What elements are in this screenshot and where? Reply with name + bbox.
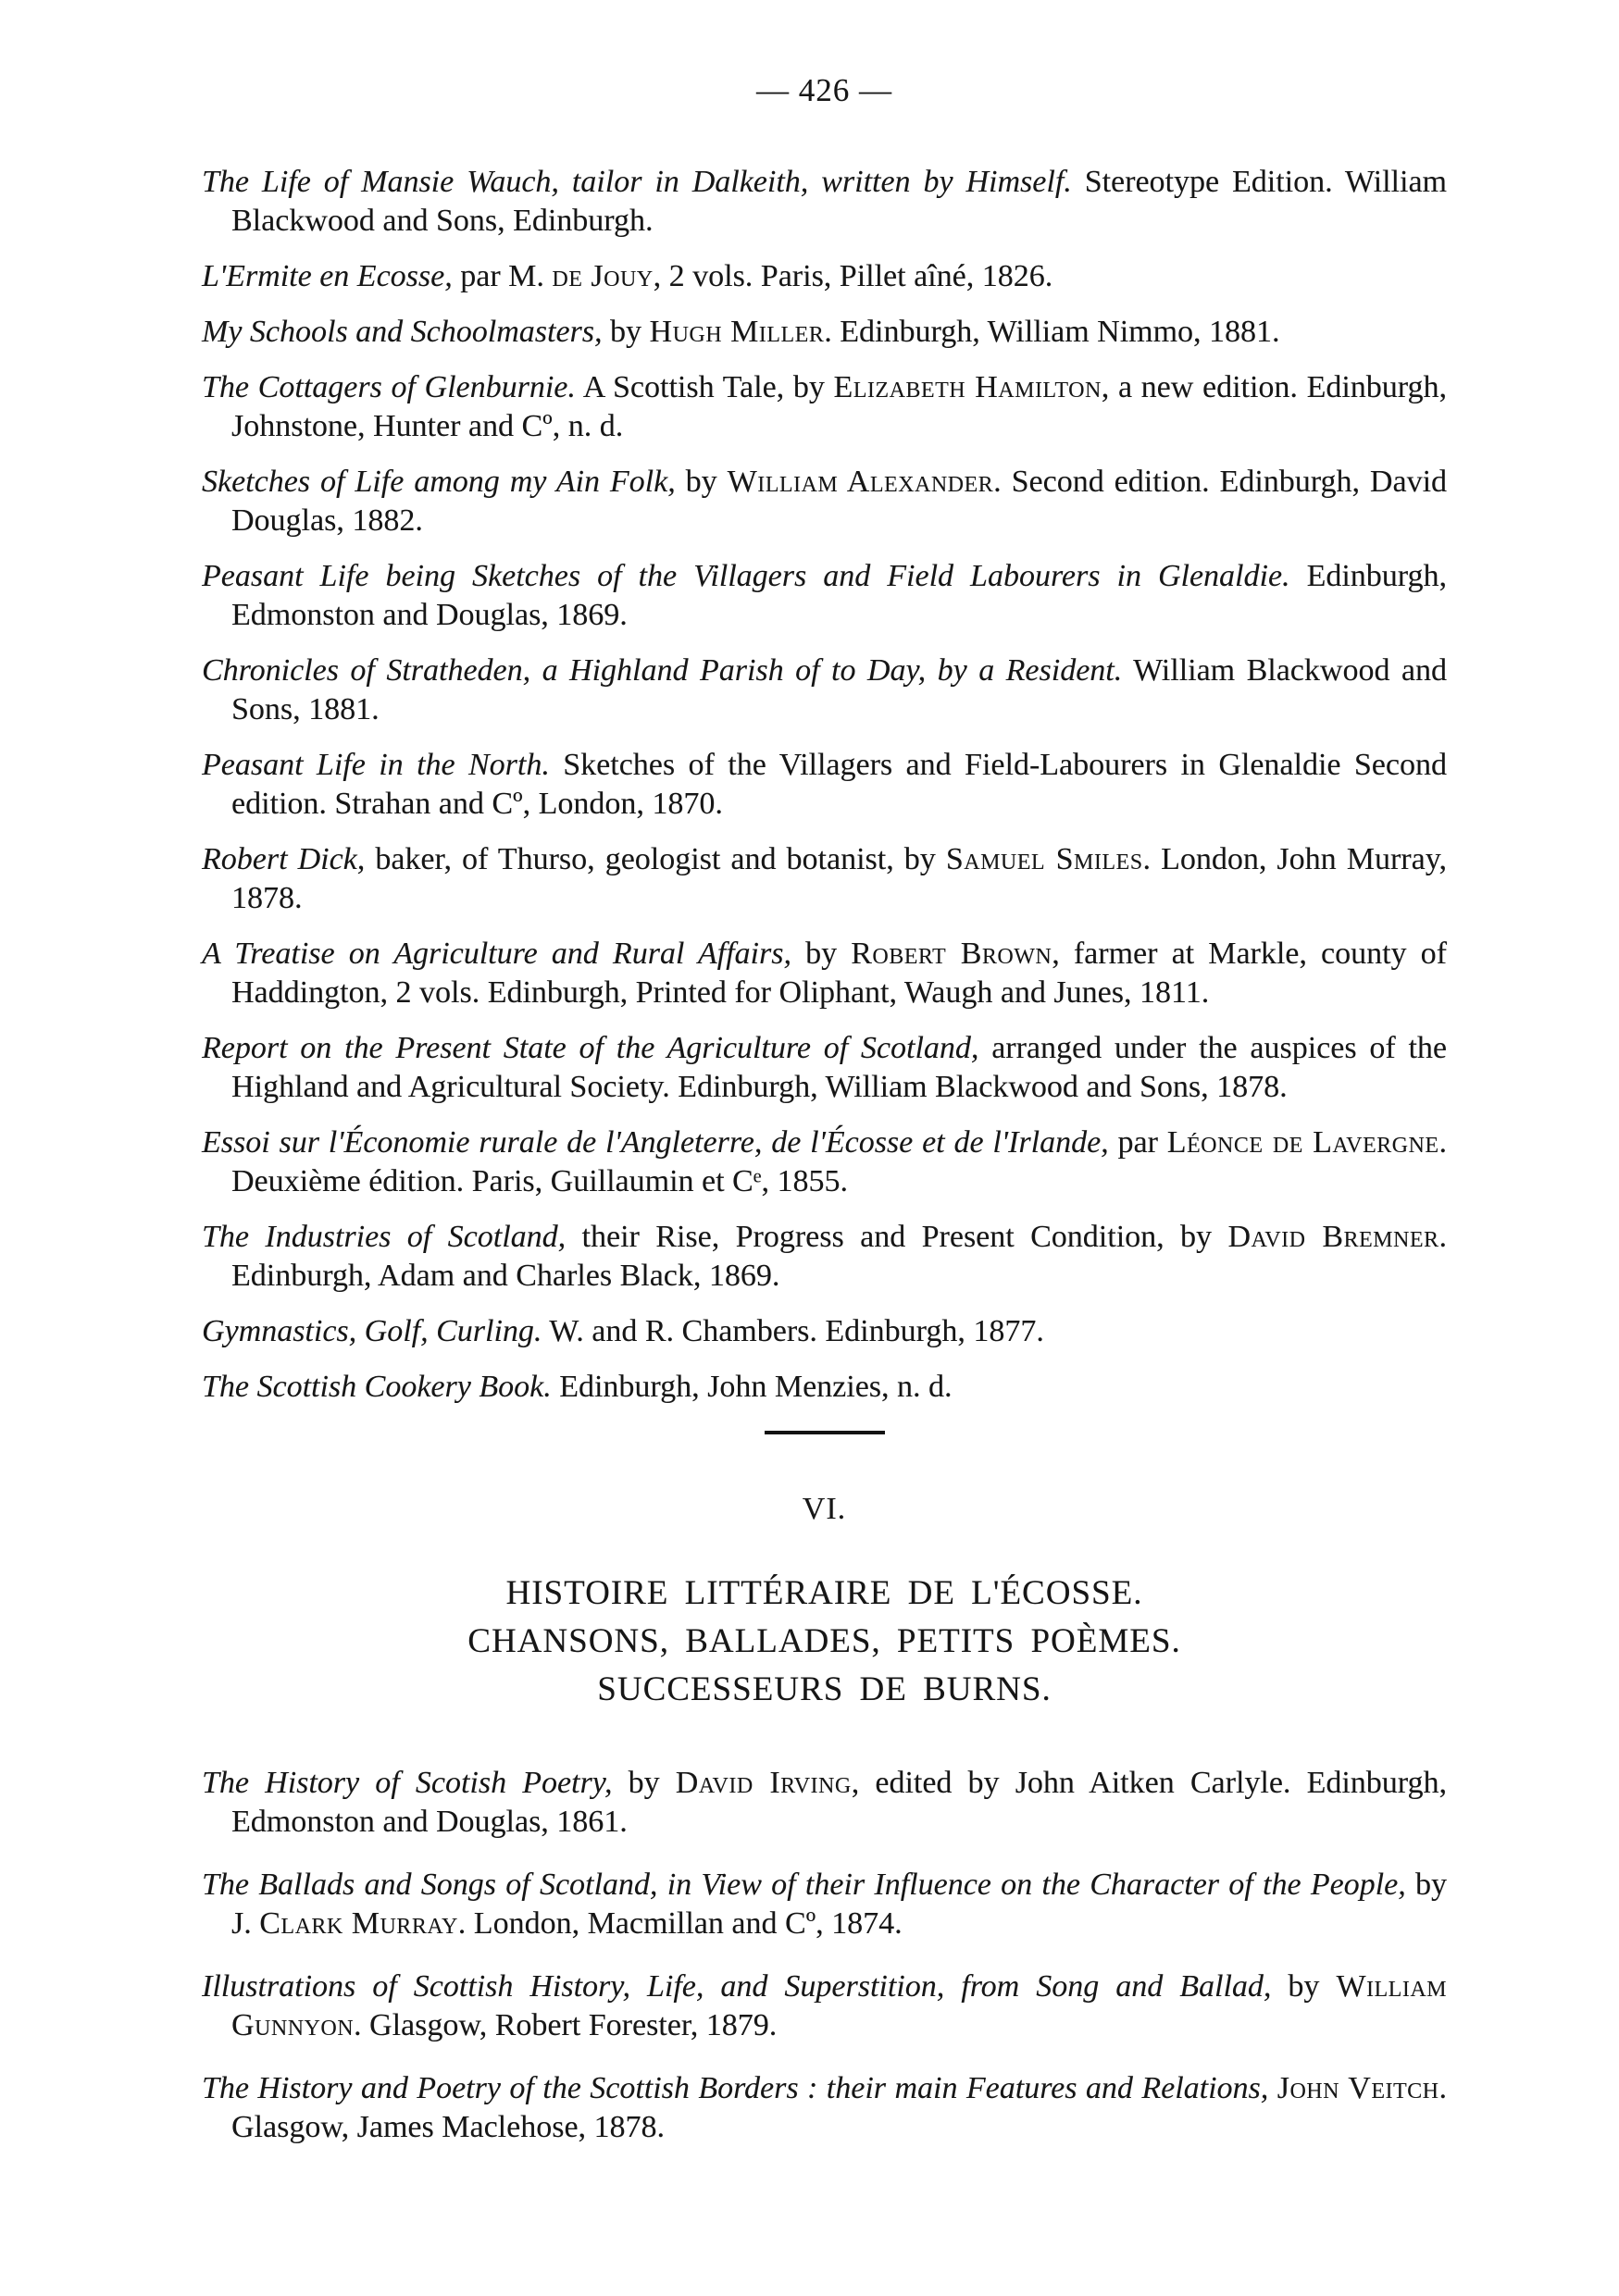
entry-segment-italic: Essoi sur l'Économie rurale de l'Angleterre, de l'Écosse et de l'Irlande,	[202, 1125, 1109, 1160]
entry-segment-italic: Robert Dick,	[202, 842, 366, 876]
entry-segment-roman: . London, John Murray, 1878.	[231, 842, 1447, 915]
text-column	[202, 0, 1447, 2171]
entry-segment-roman: by	[1271, 1969, 1337, 2004]
entry-segment-roman: arranged under the auspices of the Highland and Agricultural Society. Edinburgh, William Blackwood and Sons, 1878.	[231, 1031, 1447, 1104]
entry-segment-roman: W. and R. Chambers. Edinburgh, 1877.	[542, 1314, 1044, 1348]
bibliography-entry	[202, 1967, 1447, 2045]
section-number: VI.	[802, 1492, 847, 1526]
entry-segment-roman: by	[791, 937, 852, 971]
entry-segment-roman: , edited by John Aitken Carlyle. Edinburgh, Edmonston and Douglas, 1861.	[231, 1766, 1447, 1839]
entry-segment-roman: A Scottish Tale, by	[575, 370, 834, 404]
section-heading-line: CHANSONS, BALLADES, PETITS POÈMES.	[467, 1622, 1181, 1660]
bibliography-entry	[202, 746, 1447, 824]
section-divider-rule	[765, 1431, 885, 1434]
entry-segment-smallcaps: David Bremner	[1227, 1220, 1439, 1254]
entry-segment-roman: Sketches of the Villagers and Field-Labourers in Glenaldie Second edition. Strahan and Cº, London, 1870.	[231, 748, 1447, 821]
entry-segment-roman: par M.	[452, 259, 553, 293]
bibliography-entry	[202, 368, 1447, 446]
entry-segment-italic: The Scottish Cookery Book.	[202, 1370, 552, 1404]
entry-segment-roman: baker, of Thurso, geologist and botanist, by	[365, 842, 946, 876]
page-number: — 426 —	[756, 72, 892, 108]
entry-segment-roman: , 2 vols. Paris, Pillet aîné, 1826.	[653, 259, 1053, 293]
entry-segment-roman: by	[602, 315, 650, 349]
bibliography-entry	[202, 163, 1447, 241]
bibliography-entry	[202, 935, 1447, 1012]
entry-segment-italic: Peasant Life in the North.	[202, 748, 550, 782]
bibliography-entry	[202, 1218, 1447, 1296]
bibliography-entry	[202, 2069, 1447, 2147]
entry-segment-roman: Edinburgh, Edmonston and Douglas, 1869.	[231, 559, 1447, 632]
bibliography-entry	[202, 463, 1447, 540]
bibliography-list-top	[202, 163, 1447, 1407]
entry-segment-smallcaps: Elizabeth Hamilton	[833, 370, 1102, 404]
bibliography-entry	[202, 1123, 1447, 1201]
entry-segment-roman: . Deuxième édition. Paris, Guillaumin et Cᵉ, 1855.	[231, 1125, 1447, 1198]
entry-segment-smallcaps: William Alexander	[727, 465, 994, 499]
entry-segment-roman: . Edinburgh, Adam and Charles Black, 1869.	[231, 1220, 1448, 1293]
section-heading-line: HISTOIRE LITTÉRAIRE DE L'ÉCOSSE.	[505, 1574, 1143, 1612]
entry-segment-italic: Chronicles of Stratheden, a Highland Parish of to Day, by a Resident.	[202, 653, 1123, 688]
entry-segment-italic: Report on the Present State of the Agriculture of Scotland,	[202, 1031, 979, 1065]
section-heading	[202, 1570, 1447, 1714]
entry-segment-italic: Peasant Life being Sketches of the Villagers and Field Labourers in Glenaldie.	[202, 559, 1290, 593]
entry-segment-roman: . Glasgow, James Maclehose, 1878.	[231, 2071, 1447, 2144]
entry-segment-italic: The Industries of Scotland,	[202, 1220, 567, 1254]
entry-segment-smallcaps: John Veitch	[1277, 2071, 1439, 2105]
entry-segment-smallcaps: Samuel Smiles	[945, 842, 1143, 876]
entry-segment-roman: by	[612, 1766, 676, 1800]
entry-segment-italic: The History of Scotish Poetry,	[202, 1766, 613, 1800]
entry-segment-roman: par	[1108, 1125, 1167, 1160]
section-heading-line: SUCCESSEURS DE BURNS.	[597, 1670, 1052, 1708]
entry-segment-smallcaps: de Jouy	[552, 259, 654, 293]
bibliography-list-section-vi	[202, 1764, 1447, 2147]
bibliography-entry	[202, 557, 1447, 635]
bibliography-entry	[202, 257, 1447, 296]
entry-segment-italic: Illustrations of Scottish History, Life, and Superstition, from Song and Ballad,	[202, 1969, 1272, 2004]
entry-segment-roman: . Glasgow, Robert Forester, 1879.	[354, 2008, 778, 2042]
entry-segment-roman: their Rise, Progress and Present Condition, by	[566, 1220, 1228, 1254]
entry-segment-roman: , a new edition. Edinburgh, Johnstone, Hunter and Cº, n. d.	[231, 370, 1447, 443]
bibliography-entry	[202, 1029, 1447, 1107]
entry-segment-roman: William Blackwood and Sons, 1881.	[231, 653, 1448, 726]
bibliography-entry	[202, 1312, 1447, 1351]
entry-segment-roman	[1268, 2071, 1277, 2105]
entry-segment-smallcaps: Robert Brown	[851, 937, 1052, 971]
entry-segment-roman: by	[675, 465, 728, 499]
bibliography-entry	[202, 1368, 1447, 1407]
bibliography-entry	[202, 1764, 1447, 1842]
entry-segment-italic: Gymnastics, Golf, Curling.	[202, 1314, 542, 1348]
entry-segment-smallcaps: David Irving	[675, 1766, 852, 1800]
bibliography-entry	[202, 840, 1447, 918]
entry-segment-roman: Edinburgh, John Menzies, n. d.	[551, 1370, 953, 1404]
entry-segment-smallcaps: Clark Murray	[259, 1906, 458, 1941]
entry-segment-roman: . Second edition. Edinburgh, David Douglas, 1882.	[231, 465, 1448, 538]
entry-segment-italic: The Cottagers of Glenburnie.	[202, 370, 576, 404]
entry-segment-roman: . Edinburgh, William Nimmo, 1881.	[824, 315, 1280, 349]
entry-segment-italic: L'Ermite en Ecosse,	[202, 259, 453, 293]
entry-segment-italic: My Schools and Schoolmasters,	[202, 315, 603, 349]
entry-segment-italic: The History and Poetry of the Scottish Borders : their main Features and Relations,	[202, 2071, 1269, 2105]
entry-segment-smallcaps: William Gunnyon	[231, 1969, 1448, 2042]
entry-segment-roman: , farmer at Markle, county of Haddington, 2 vols. Edinburgh, Printed for Oliphant, Waugh and Junes, 1811.	[231, 937, 1447, 1010]
entry-segment-italic: The Life of Mansie Wauch, tailor in Dalkeith, written by Himself.	[202, 165, 1072, 199]
bibliography-entry	[202, 1866, 1447, 1943]
entry-segment-italic: Sketches of Life among my Ain Folk,	[202, 465, 676, 499]
entry-segment-roman: Stereotype Edition. William Blackwood and Sons, Edinburgh.	[231, 165, 1447, 238]
entry-segment-roman: by J.	[231, 1868, 1448, 1941]
entry-segment-smallcaps: Léonce de Lavergne	[1166, 1125, 1439, 1160]
entry-segment-roman: . London, Macmillan and Cº, 1874.	[457, 1906, 903, 1941]
bibliography-entry	[202, 313, 1447, 352]
entry-segment-italic: The Ballads and Songs of Scotland, in View of their Influence on the Character of the People,	[202, 1868, 1406, 1902]
entry-segment-italic: A Treatise on Agriculture and Rural Affairs,	[202, 937, 791, 971]
entry-segment-smallcaps: Hugh Miller	[649, 315, 825, 349]
bibliography-entry	[202, 652, 1447, 729]
